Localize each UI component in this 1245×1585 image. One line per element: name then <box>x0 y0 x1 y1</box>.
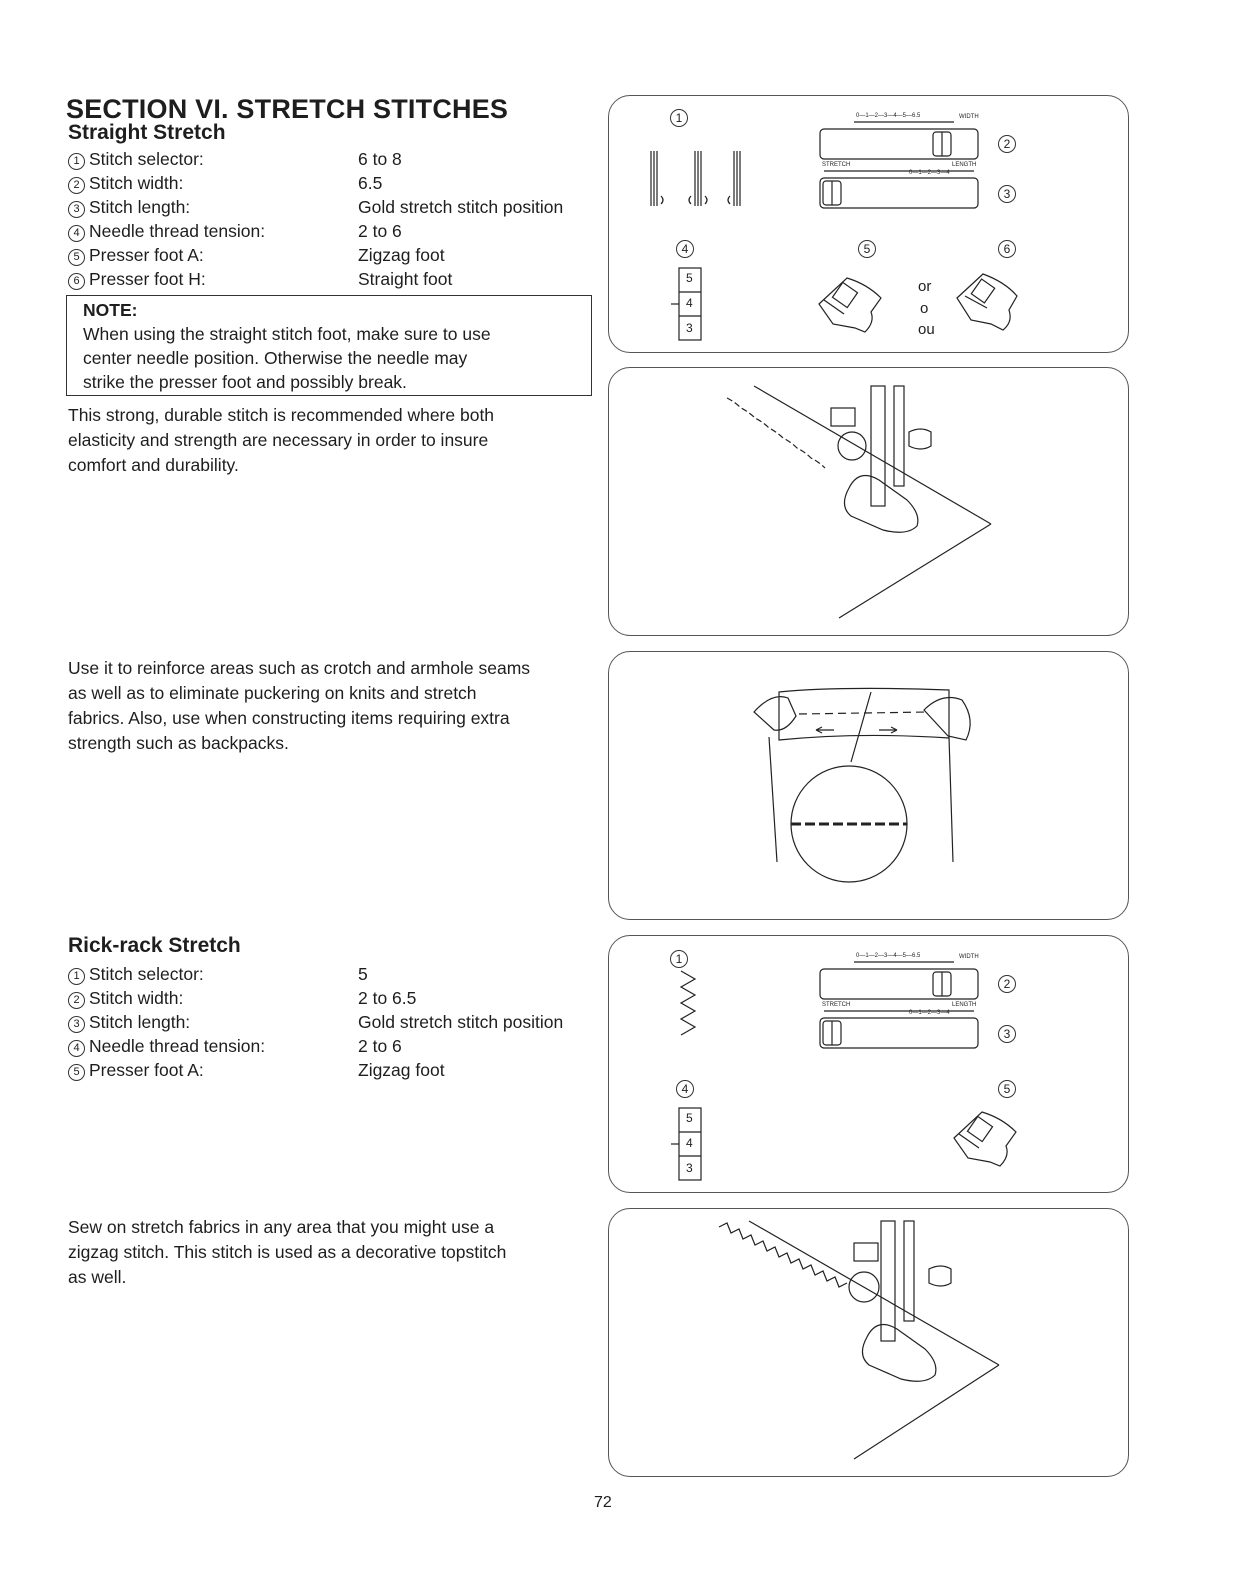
rickrack-stitch-icon <box>681 971 695 1035</box>
sewing-diagram <box>609 368 1130 637</box>
stretch-label: STRETCH <box>822 1002 851 1008</box>
rickrack-settings-illustration <box>608 935 1129 1193</box>
note-line: When using the straight stitch foot, make sure to use <box>83 324 491 344</box>
stitch-pattern-icon <box>651 151 740 206</box>
spec-label: Presser foot H: <box>89 269 206 289</box>
straight-sewing-illustration <box>608 367 1129 636</box>
or-english: or <box>918 278 932 295</box>
callout-5: 5 <box>998 1080 1016 1098</box>
callout-2: 2 <box>998 135 1016 153</box>
spec-label: Stitch selector: <box>89 149 204 169</box>
rickrack-description <box>68 1215 506 1290</box>
spec-label: Stitch width: <box>89 173 184 193</box>
tension-value: 4 <box>686 296 693 310</box>
spec-value: Zigzag foot <box>358 1060 445 1080</box>
spec-label: Presser foot A: <box>89 245 204 265</box>
spec-row <box>68 1010 563 1034</box>
spec-row <box>68 1034 563 1058</box>
spec-row <box>68 219 563 243</box>
presser-foot <box>862 1325 935 1382</box>
callout-number: 2 <box>68 992 85 1009</box>
spec-value: 6.5 <box>358 173 383 193</box>
callout-1: 1 <box>670 109 688 127</box>
paragraph-line: as well as to eliminate puckering on knits and stretch <box>68 683 477 703</box>
width-scale: 0—1—2—3—4—5—6.5 <box>856 953 921 959</box>
spec-row <box>68 243 563 267</box>
note-line: center needle position. Otherwise the needle may <box>83 348 468 368</box>
stitch-width-dial <box>820 129 978 159</box>
rickrack-spec-table <box>68 962 563 1082</box>
spec-value: 5 <box>358 964 368 984</box>
right-hand <box>924 698 970 740</box>
paragraph-line: fabrics. Also, use when constructing items requiring extra <box>68 708 510 728</box>
fabric-seam-illustration <box>608 651 1129 920</box>
stretch-label: STRETCH <box>822 162 851 168</box>
spec-row <box>68 1058 563 1082</box>
callout-4: 4 <box>676 1080 694 1098</box>
fabric-diagram <box>609 652 1130 921</box>
rickrack-sewing-illustration <box>608 1208 1129 1477</box>
tension-value: 3 <box>686 1161 693 1175</box>
spec-label: Stitch width: <box>89 988 184 1008</box>
length-scale: 0—1—2—3—4 <box>909 170 950 176</box>
tension-value: 3 <box>686 321 693 335</box>
callout-number: 2 <box>68 177 85 194</box>
straight-spec-table <box>68 147 563 291</box>
paragraph-line: zigzag stitch. This stitch is used as a decorative topstitch <box>68 1242 507 1262</box>
callout-number: 4 <box>68 1040 85 1057</box>
straight-stretch-title: Straight Stretch <box>68 121 226 144</box>
paragraph-line: elasticity and strength are necessary in order to insure <box>68 430 489 450</box>
spec-row <box>68 147 563 171</box>
callout-number: 1 <box>68 153 85 170</box>
length-label: LENGTH <box>952 1002 977 1008</box>
spec-row <box>68 171 563 195</box>
spec-value: 2 to 6 <box>358 221 402 241</box>
spec-row <box>68 962 563 986</box>
callout-3: 3 <box>998 1025 1016 1043</box>
paragraph-line: This strong, durable stitch is recommended where both <box>68 405 495 425</box>
tension-value: 5 <box>686 271 693 285</box>
note-title: NOTE: <box>83 300 138 320</box>
spec-row <box>68 195 563 219</box>
callout-5: 5 <box>858 240 876 258</box>
width-label: WIDTH <box>959 954 979 960</box>
callout-6: 6 <box>998 240 1016 258</box>
spec-value: Gold stretch stitch position <box>358 197 564 217</box>
length-scale: 0—1—2—3—4 <box>909 1010 950 1016</box>
paragraph-line: as well. <box>68 1267 127 1287</box>
width-label: WIDTH <box>959 114 979 120</box>
or-french: ou <box>918 321 935 338</box>
callout-1: 1 <box>670 950 688 968</box>
spec-label: Stitch length: <box>89 1012 191 1032</box>
paragraph-line: Sew on stretch fabrics in any area that you might use a <box>68 1217 495 1237</box>
rickrack-stitch-line <box>719 1223 847 1287</box>
stitch-line <box>727 398 825 468</box>
thumb-screw <box>838 432 866 460</box>
spec-label: Needle thread tension: <box>89 221 266 241</box>
settings-diagram <box>609 96 1130 354</box>
spec-label: Stitch selector: <box>89 964 204 984</box>
callout-4: 4 <box>676 240 694 258</box>
callout-2: 2 <box>998 975 1016 993</box>
callout-3: 3 <box>998 185 1016 203</box>
needle-bar <box>881 1221 895 1341</box>
stitch-length-dial <box>820 1018 978 1048</box>
stitch-length-dial <box>820 178 978 208</box>
presser-foot-a-icon <box>954 1112 1016 1166</box>
or-spanish: o <box>920 300 929 317</box>
straight-settings-illustration <box>608 95 1129 353</box>
spec-row <box>68 267 563 291</box>
width-scale: 0—1—2—3—4—5—6.5 <box>856 113 921 119</box>
paragraph-line: Use it to reinforce areas such as crotch and armhole seams <box>68 658 531 678</box>
length-label: LENGTH <box>952 162 977 168</box>
callout-number: 3 <box>68 1016 85 1033</box>
spec-label: Presser foot A: <box>89 1060 204 1080</box>
spec-label: Stitch length: <box>89 197 191 217</box>
note-box <box>66 295 592 396</box>
note-line: strike the presser foot and possibly break. <box>83 372 407 392</box>
callout-number: 4 <box>68 225 85 242</box>
settings-diagram <box>609 936 1130 1194</box>
callout-number: 5 <box>68 1064 85 1081</box>
sewing-diagram <box>609 1209 1130 1478</box>
spec-row <box>68 986 563 1010</box>
tension-value: 5 <box>686 1111 693 1125</box>
tension-value: 4 <box>686 1136 693 1150</box>
callout-number: 1 <box>68 968 85 985</box>
paragraph-line: comfort and durability. <box>68 455 239 475</box>
presser-foot-a-icon <box>819 278 881 332</box>
stitch-width-dial <box>820 969 978 999</box>
callout-number: 6 <box>68 273 85 290</box>
presser-foot-h-icon <box>957 274 1017 330</box>
callout-number: 5 <box>68 249 85 266</box>
spec-value: 2 to 6 <box>358 1036 402 1056</box>
spec-value: 6 to 8 <box>358 149 402 169</box>
spec-value: Straight foot <box>358 269 453 289</box>
left-hand <box>754 697 796 731</box>
straight-usage <box>68 656 530 756</box>
spec-value: Gold stretch stitch position <box>358 1012 564 1032</box>
spec-value: 2 to 6.5 <box>358 988 417 1008</box>
paragraph-line: strength such as backpacks. <box>68 733 289 753</box>
section-title: SECTION VI. STRETCH STITCHES <box>66 94 509 124</box>
straight-description <box>68 403 494 478</box>
page-number: 72 <box>594 1494 612 1511</box>
presser-foot <box>844 476 917 533</box>
rickrack-stretch-title: Rick-rack Stretch <box>68 934 241 957</box>
needle-bar <box>871 386 885 506</box>
spec-label: Needle thread tension: <box>89 1036 266 1056</box>
callout-number: 3 <box>68 201 85 218</box>
spec-value: Zigzag foot <box>358 245 445 265</box>
